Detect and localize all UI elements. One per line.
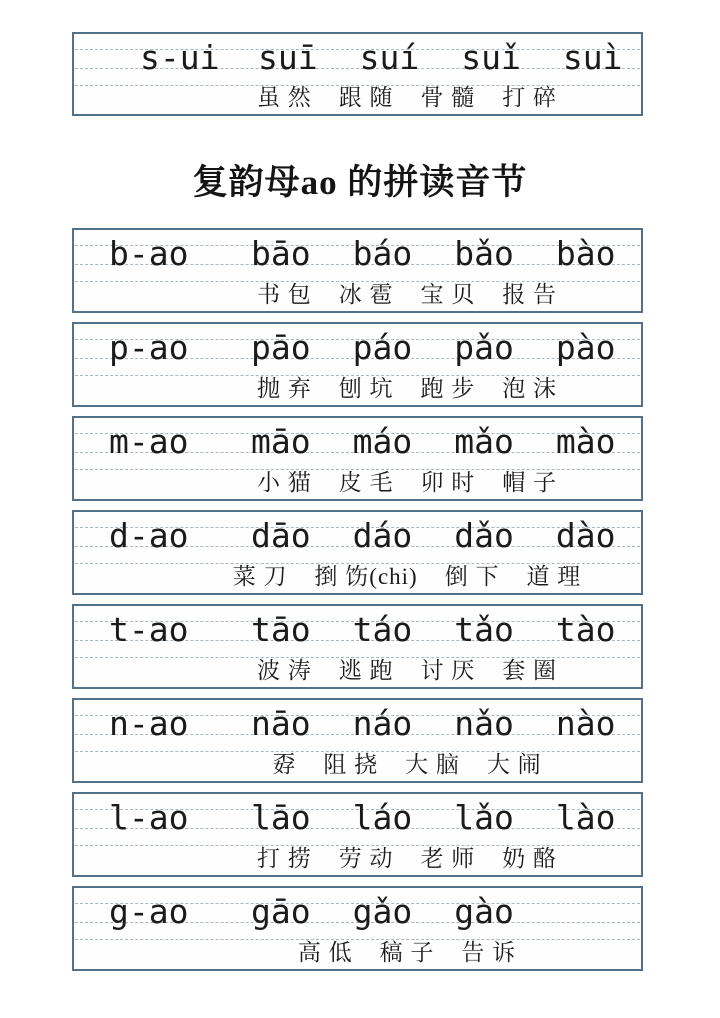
- example-word: 大 闹: [486, 752, 542, 777]
- pinyin-grid-box-p-ao: [72, 322, 643, 407]
- example-word: 波 涛: [257, 658, 312, 683]
- pinyin-grid-box-n-ao: [72, 698, 643, 783]
- example-word: 讨 厌: [420, 658, 476, 683]
- pinyin-syllable: suī: [258, 38, 318, 77]
- example-word: 老 师: [420, 846, 476, 871]
- pinyin-syllable: dào: [555, 516, 616, 555]
- initial-final-label: t-ao: [109, 610, 189, 649]
- example-word: 捯 饬(chi): [314, 564, 418, 589]
- example-word: 高 低: [297, 940, 353, 965]
- pinyin-syllable: pǎo: [454, 328, 514, 367]
- initial-final-label: m-ao: [109, 422, 189, 461]
- initial-final-label: g-ao: [109, 892, 189, 931]
- pinyin-syllable: bǎo: [454, 234, 514, 273]
- example-words-row: [179, 751, 635, 778]
- pinyin-grid-box-s-ui: [72, 32, 643, 116]
- pinyin-grid-box-b-ao: [72, 228, 643, 313]
- pinyin-syllable: láo: [352, 798, 413, 837]
- pinyin-syllable: bāo: [251, 234, 311, 273]
- syllable-list: [251, 888, 633, 936]
- example-word: 小 猫: [257, 470, 312, 495]
- example-word: 跑 步: [420, 376, 476, 401]
- initial-final-label: d-ao: [109, 516, 189, 555]
- syllable-list: [251, 606, 633, 654]
- pinyin-syllable: mǎo: [454, 422, 514, 461]
- example-word: 大 脑: [405, 752, 460, 777]
- example-word: 逃 跑: [338, 658, 394, 683]
- example-word: 抛 弃: [257, 376, 312, 401]
- sui-review-section: [0, 32, 720, 116]
- pinyin-syllable: suí: [359, 38, 420, 77]
- example-word: 阻 挠: [323, 752, 379, 777]
- pinyin-syllable: nǎo: [454, 704, 514, 743]
- pinyin-syllable: pào: [555, 328, 616, 367]
- example-word: 帽 子: [502, 470, 557, 495]
- example-words-row: [179, 281, 635, 308]
- pinyin-row: [109, 230, 633, 278]
- syllable-list: [251, 324, 633, 372]
- initial-final-label: p-ao: [109, 328, 189, 367]
- pinyin-syllable: gāo: [251, 892, 311, 931]
- pinyin-syllable: lāo: [251, 798, 311, 837]
- example-word: 书 包: [257, 282, 312, 307]
- pinyin-syllable: gǎo: [352, 892, 413, 931]
- pinyin-syllable: máo: [352, 422, 413, 461]
- example-word: 道 理: [526, 564, 582, 589]
- pinyin-grid-box-m-ao: [72, 416, 643, 501]
- example-word: 孬: [272, 752, 297, 777]
- example-word: 倒 下: [444, 564, 500, 589]
- example-word: 打 碎: [502, 85, 557, 110]
- example-word: 骨 髓: [420, 85, 476, 110]
- pinyin-syllable: mào: [555, 422, 616, 461]
- pinyin-syllable: náo: [352, 704, 413, 743]
- syllable-list: [251, 700, 633, 748]
- pinyin-syllable: māo: [251, 422, 311, 461]
- initial-final-label: s-ui: [140, 38, 220, 77]
- pinyin-syllable: tǎo: [454, 610, 514, 649]
- ao-syllable-sections: [0, 228, 720, 971]
- syllable-list: [251, 512, 633, 560]
- pinyin-row: [109, 794, 633, 842]
- example-word: 劳 动: [338, 846, 394, 871]
- pinyin-syllable: dǎo: [454, 516, 514, 555]
- example-words-row: [179, 939, 635, 966]
- example-word: 泡 沫: [502, 376, 557, 401]
- pinyin-grid-box-d-ao: [72, 510, 643, 595]
- pinyin-row: [109, 512, 633, 560]
- pinyin-row: [109, 888, 633, 936]
- pinyin-syllable: lǎo: [454, 798, 514, 837]
- pinyin-syllable: nào: [555, 704, 616, 743]
- pinyin-syllable: tāo: [251, 610, 311, 649]
- initial-final-label: n-ao: [109, 704, 189, 743]
- example-word: 跟 随: [338, 85, 394, 110]
- example-word: 报 告: [502, 282, 557, 307]
- example-words-row: [179, 375, 635, 402]
- example-word: 宝 贝: [420, 282, 476, 307]
- example-words-row: [179, 84, 635, 111]
- initial-final-label: l-ao: [109, 798, 189, 837]
- example-word: 打 捞: [257, 846, 312, 871]
- pinyin-syllable: suì: [562, 38, 623, 77]
- example-word: 菜 刀: [232, 564, 288, 589]
- pinyin-row: [109, 324, 633, 372]
- pinyin-syllable: páo: [352, 328, 413, 367]
- example-word: 刨 坑: [338, 376, 394, 401]
- pinyin-row: [140, 34, 633, 82]
- example-word: 冰 雹: [338, 282, 394, 307]
- example-word: 奶 酪: [502, 846, 557, 871]
- pinyin-syllable: suǐ: [461, 38, 521, 77]
- example-word: 告 诉: [461, 940, 517, 965]
- example-word: 皮 毛: [338, 470, 394, 495]
- syllable-list: [251, 230, 633, 278]
- pinyin-syllable: tào: [555, 610, 616, 649]
- example-word: 虽 然: [257, 85, 312, 110]
- example-words-row: [179, 845, 635, 872]
- pinyin-syllable: gào: [454, 892, 514, 931]
- example-word: 卯 时: [420, 470, 476, 495]
- example-words-row: [179, 469, 635, 496]
- pinyin-syllable: pāo: [251, 328, 311, 367]
- example-word: 套 圈: [502, 658, 557, 683]
- pinyin-syllable: lào: [555, 798, 616, 837]
- syllable-list: [251, 794, 633, 842]
- example-words-row: [179, 657, 635, 684]
- initial-final-label: b-ao: [109, 234, 189, 273]
- pinyin-grid-box-l-ao: [72, 792, 643, 877]
- syllable-list: [258, 34, 633, 82]
- pinyin-syllable: dáo: [352, 516, 413, 555]
- pinyin-syllable: táo: [352, 610, 413, 649]
- pinyin-grid-box-t-ao: [72, 604, 643, 689]
- page-title: 复韵母ao 的拼读音节: [192, 163, 528, 202]
- syllable-list: [251, 418, 633, 466]
- pinyin-syllable: bào: [555, 234, 616, 273]
- pinyin-row: [109, 700, 633, 748]
- pinyin-syllable: báo: [352, 234, 413, 273]
- example-words-row: [179, 563, 635, 590]
- pinyin-row: [109, 418, 633, 466]
- pinyin-grid-box-g-ao: [72, 886, 643, 971]
- pinyin-row: [109, 606, 633, 654]
- pinyin-syllable: dāo: [251, 516, 311, 555]
- pinyin-syllable: nāo: [251, 704, 311, 743]
- example-word: 稿 子: [379, 940, 435, 965]
